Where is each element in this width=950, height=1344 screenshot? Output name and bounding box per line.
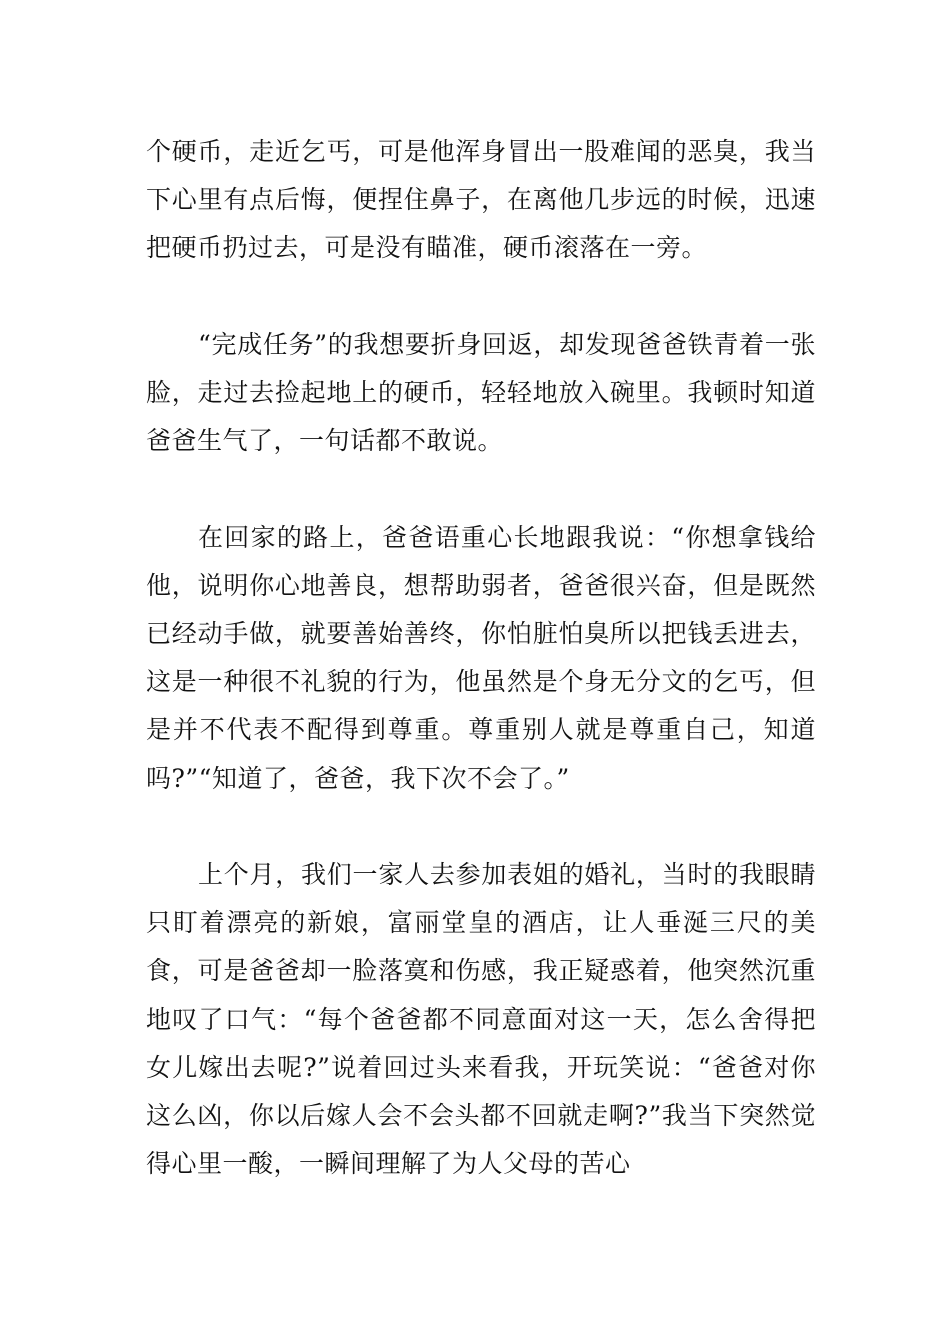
document-body xyxy=(146,128,816,1188)
paragraph-2: “完成任务”的我想要折身回返，却发现爸爸铁青着一张脸，走过去捡起地上的硬币，轻轻地放入碗里。我顿时知道爸爸生气了，一句话都不敢说。 xyxy=(146,329,816,456)
paragraph-1: 个硬币，走近乞丐，可是他浑身冒出一股难闻的恶臭，我当下心里有点后悔，便捏住鼻子，在离他几步远的时候，迅速把硬币扔过去，可是没有瞄准，硬币滚落在一旁。 xyxy=(146,137,816,263)
paragraph-3: 在回家的路上，爸爸语重心长地跟我说：“你想拿钱给他，说明你心地善良，想帮助弱者，爸爸很兴奋，但是既然已经动手做，就要善始善终，你怕脏怕臭所以把钱丢进去，这是一种很不礼貌的行为，他虽然是个身无分文的乞丐，但是并不代表不配得到尊重。尊重别人就是尊重自己，知道吗?”“知道了，爸爸，我下次不会了。” xyxy=(146,522,816,793)
paragraph-4: 上个月，我们一家人去参加表姐的婚礼，当时的我眼睛只盯着漂亮的新娘，富丽堂皇的酒店，让人垂涎三尺的美食，可是爸爸却一脸落寞和伤感，我正疑惑着，他突然沉重地叹了口气：“每个爸爸都不同意面对这一天，怎么舍得把女儿嫁出去呢?”说着回过头来看我，开玩笑说：“爸爸对你这么凶，你以后嫁人会不会头都不回就走啊?”我当下突然觉得心里一酸，一瞬间理解了为人父母的苦心 xyxy=(146,860,816,1179)
